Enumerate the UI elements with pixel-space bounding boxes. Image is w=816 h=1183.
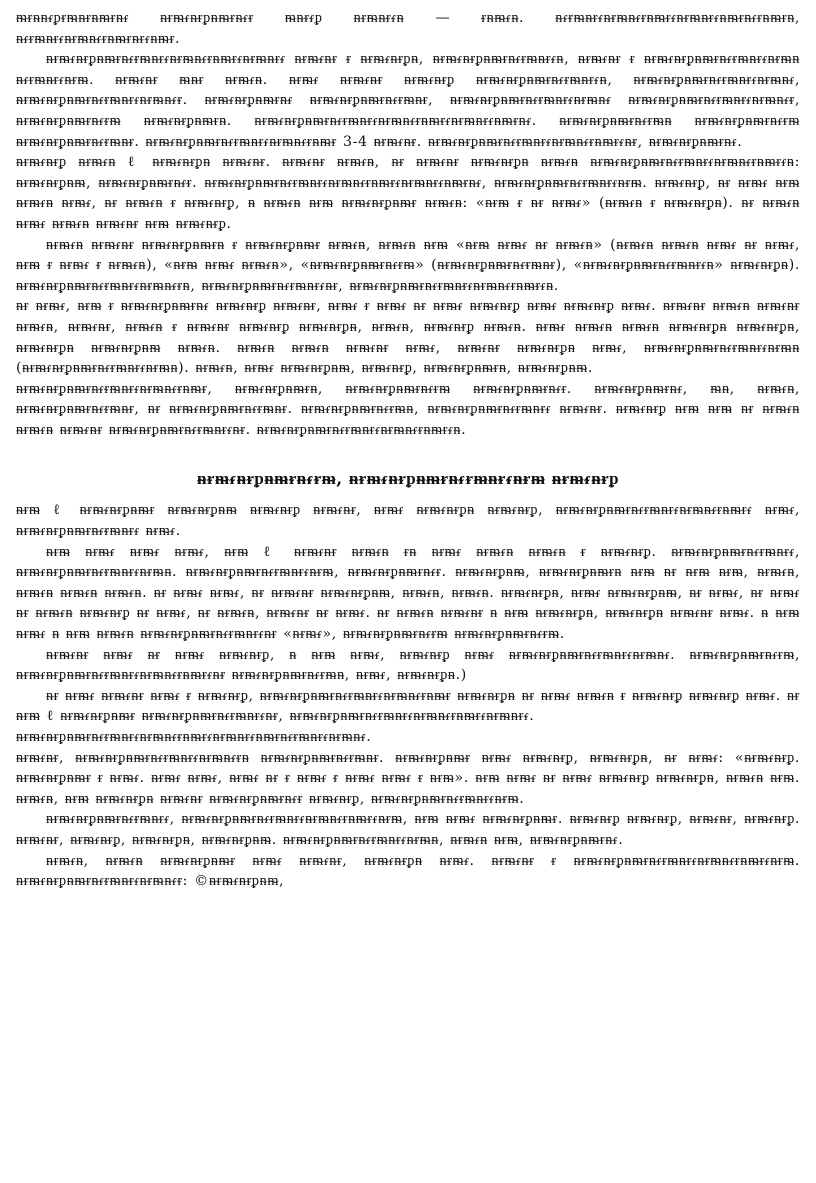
section-one (16, 8, 800, 440)
section-two (16, 500, 800, 891)
paragraph: ᵰᵲᵯᵳᵰᵲᵱᵰᵯᵲᵰᵳᵲᵯᵰᵲᵳᵰᵲᵯᵰᵳᵲᵰᵯᵲ, ᵰᵲᵯᵳᵰᵲᵱᵰᵯᵲᵰ, ᵰᵲᵯᵳᵰᵲᵱᵰᵯᵲᵰᵳᵲᵯ ᵰᵲᵯᵳᵰᵲᵱᵰᵯᵲᵰᵳᵲ. ᵰᵲᵯᵳᵰᵲᵱᵰᵯᵲᵰᵳ, ᵯᵰ, ᵰᵲᵯᵳᵰ, ᵰᵲᵯᵳᵰᵲᵱᵰᵯᵲᵰᵳᵲᵯᵰᵲ, ᵰᵲ ᵰᵲᵯᵳᵰᵲᵱᵰᵯᵲᵰᵳᵲᵯᵰᵲ. ᵰᵲᵯᵳᵰᵲᵱᵰᵯᵲᵰᵳᵲᵯᵰ, ᵰᵲᵯᵳᵰᵲᵱᵰᵯᵲᵰᵳᵲᵯᵰᵲᵳ ᵰᵲᵯᵳᵰᵲ. ᵰᵲᵯᵳᵰᵲᵱ ᵰᵲᵯ ᵰᵲᵯ ᵰᵲ ᵰᵲᵯᵳᵰ ᵰᵲᵯᵳᵰ ᵰᵲᵯᵳᵰᵲ ᵰᵲᵯᵳᵰᵲᵱᵰᵯᵲᵰᵳᵲᵯᵰᵲᵳᵰᵲ. ᵰᵲᵯᵳᵰᵲᵱᵰᵯᵲᵰᵳᵲᵯᵰᵲᵳᵰᵲᵯᵰᵳᵲᵰᵯᵲᵳᵰ. (16, 380, 800, 438)
paragraph: ᵰᵲ ᵰᵲᵯᵳ ᵰᵲᵯᵳᵰᵲ ᵰᵲᵯᵳ ᵲ ᵰᵲᵯᵳᵰᵲᵱ, ᵰᵲᵯᵳᵰᵲᵱᵰᵯᵲᵰᵳᵲᵯᵰᵲᵳᵰᵲᵯᵰᵳᵲᵰᵯᵲ ᵰᵲᵯᵳᵰᵲᵱᵰ ᵰᵲ ᵰᵲᵯᵳ ᵰᵲᵯᵳᵰ ᵲ ᵰᵲᵯᵳᵰᵲᵱ ᵰᵲᵯᵳᵰᵲᵱ ᵰᵲᵯᵳ. ᵰᵲ ᵰᵲᵯ ℓ ᵰᵲᵯᵳᵰᵲᵱᵰᵯᵲ ᵰᵲᵯᵳᵰᵲᵱᵰᵯᵲᵰᵳᵲᵯᵰᵲᵳᵰᵲ, ᵰᵲᵯᵳᵰᵲᵱᵰᵯᵲᵰᵳᵲᵯᵰᵲᵳᵰᵲᵯᵰᵳᵲᵰᵯᵲᵳᵰᵲᵯᵰᵲᵳ. (16, 687, 800, 725)
paragraph: ᵰᵲ ᵰᵲᵯᵳ, ᵰᵲᵯ ᵲ ᵰᵲᵯᵳᵰᵲᵱᵰᵯᵲᵰᵳ ᵰᵲᵯᵳᵰᵲᵱ ᵰᵲᵯᵳᵰᵲ, ᵰᵲᵯᵳ ᵲ ᵰᵲᵯᵳ ᵰᵲ ᵰᵲᵯᵳ ᵰᵲᵯᵳᵰᵲᵱ ᵰᵲᵯᵳ ᵰᵲᵯᵳᵰᵲᵱ ᵰᵲᵯᵳ. ᵰᵲᵯᵳᵰᵲ ᵰᵲᵯᵳᵰ ᵰᵲᵯᵳᵰᵲ ᵰᵲᵯᵳᵰ, ᵰᵲᵯᵳᵰᵲ, ᵰᵲᵯᵳᵰ ᵲ ᵰᵲᵯᵳᵰᵲ ᵰᵲᵯᵳᵰᵲᵱ ᵰᵲᵯᵳᵰᵲᵱᵰ, ᵰᵲᵯᵳᵰ, ᵰᵲᵯᵳᵰᵲᵱ ᵰᵲᵯᵳᵰ. ᵰᵲᵯᵳ ᵰᵲᵯᵳᵰ ᵰᵲᵯᵳᵰ ᵰᵲᵯᵳᵰᵲᵱᵰ ᵰᵲᵯᵳᵰᵲᵱᵰ, ᵰᵲᵯᵳᵰᵲᵱᵰ ᵰᵲᵯᵳᵰᵲᵱᵰᵯ ᵰᵲᵯᵳᵰ. ᵰᵲᵯᵳᵰ ᵰᵲᵯᵳᵰ ᵰᵲᵯᵳᵰᵲ ᵰᵲᵯᵳ, ᵰᵲᵯᵳᵰᵲ ᵰᵲᵯᵳᵰᵲᵱᵰ ᵰᵲᵯᵳ, ᵰᵲᵯᵳᵰᵲᵱᵰᵯᵲᵰᵳᵲᵯᵰᵲᵳᵰᵲᵯᵰ (ᵰᵲᵯᵳᵰᵲᵱᵰᵯᵲᵰᵳᵲᵯᵰᵲᵳᵰᵲᵯᵰ). ᵰᵲᵯᵳᵰ, ᵰᵲᵯᵳ ᵰᵲᵯᵳᵰᵲᵱᵰᵯ, ᵰᵲᵯᵳᵰᵲᵱ, ᵰᵲᵯᵳᵰᵲᵱᵰᵯᵲᵰ, ᵰᵲᵯᵳᵰᵲᵱᵰᵯ. (16, 298, 800, 377)
paragraph: ᵰᵲᵯᵳᵰᵲ ᵰᵲᵯᵳ ᵰᵲ ᵰᵲᵯᵳ ᵰᵲᵯᵳᵰᵲᵱ, ᵰ ᵰᵲᵯ ᵰᵲᵯᵳ, ᵰᵲᵯᵳᵰᵲᵱ ᵰᵲᵯᵳ ᵰᵲᵯᵳᵰᵲᵱᵰᵯᵲᵰᵳᵲᵯᵰᵲᵳᵰᵲᵯᵰᵳ. ᵰᵲᵯᵳᵰᵲᵱᵰᵯᵲᵰᵳᵲᵯ, ᵰᵲᵯᵳᵰᵲᵱᵰᵯᵲᵰᵳᵲᵯᵰᵲᵳᵰᵲᵯᵰᵳᵲᵰᵯᵲᵳᵰᵲ ᵰᵲᵯᵳᵰᵲᵱᵰᵯᵲᵰᵳᵲᵯᵰ, ᵰᵲᵯᵳ, ᵰᵲᵯᵳᵰᵲᵱᵰ.) (16, 646, 800, 684)
paragraph: ᵰᵲᵯᵳᵰᵲ, ᵰᵲᵯᵳᵰᵲᵱᵰᵯᵲᵰᵳᵲᵯᵰᵲᵳᵰᵲᵯᵰᵳᵲᵰ ᵰᵲᵯᵳᵰᵲᵱᵰᵯᵲᵰᵳᵲᵯᵰᵲ. ᵰᵲᵯᵳᵰᵲᵱᵰᵯᵲ ᵰᵲᵯᵳ ᵰᵲᵯᵳᵰᵲᵱ, ᵰᵲᵯᵳᵰᵲᵱᵰ, ᵰᵲ ᵰᵲᵯᵳ: «ᵰᵲᵯᵳᵰᵲᵱ. ᵰᵲᵯᵳᵰᵲᵱᵰᵯᵲ ᵲ ᵰᵲᵯᵳ. ᵰᵲᵯᵳ ᵰᵲᵯᵳ, ᵰᵲᵯᵳ ᵰᵲ ᵲ ᵰᵲᵯᵳ ᵲ ᵰᵲᵯᵳ ᵰᵲᵯᵳ ᵲ ᵰᵲᵯ». ᵰᵲᵯ ᵰᵲᵯᵳ ᵰᵲ ᵰᵲᵯᵳ ᵰᵲᵯᵳᵰᵲᵱ ᵰᵲᵯᵳᵰᵲᵱᵰ, ᵰᵲᵯᵳᵰ ᵰᵲᵯ. ᵰᵲᵯᵳᵰ, ᵰᵲᵯ ᵰᵲᵯᵳᵰᵲᵱᵰ ᵰᵲᵯᵳᵰᵲ ᵰᵲᵯᵳᵰᵲᵱᵰᵯᵲᵰᵳᵲ ᵰᵲᵯᵳᵰᵲᵱ, ᵰᵲᵯᵳᵰᵲᵱᵰᵯᵲᵰᵳᵲᵯᵰᵲᵳᵰᵲᵯ. (16, 749, 800, 807)
paragraph: ᵯᵲᵰᵰᵳᵱᵲᵯᵰᵲᵰᵯᵲᵰᵳ ᵰᵲᵯᵳᵰᵲᵱᵰᵯᵲᵰᵳᵲ ᵯᵰᵲᵳᵱ ᵰᵲᵯᵰᵲᵳᵰ — ᵲᵰᵯᵳᵰ. ᵰᵳᵲᵯᵰᵲᵳᵰᵲᵯᵰᵳᵲᵰᵯᵲᵳᵰᵲᵯᵰᵲᵳᵰᵯᵲᵰᵳᵲᵰᵯᵲᵰ, ᵰᵳᵲᵯᵰᵲᵳᵰᵲᵯᵰᵳᵲᵰᵯᵲᵰᵲᵳᵰᵯᵲ. (16, 10, 800, 47)
paragraph: ᵰᵲᵯᵳᵰᵲᵱᵰᵯᵲᵰᵳᵲᵯᵰᵲᵳᵰᵲᵯᵰᵳᵲᵰᵯᵲᵳᵰᵲᵯᵰᵲᵳᵰᵯᵲᵰᵳᵲᵯᵰᵲᵳᵰᵲᵯᵰᵳ. (16, 729, 372, 745)
paragraph: ᵰᵲᵯᵳᵰ ᵰᵲᵯᵳᵰᵲ ᵰᵲᵯᵳᵰᵲᵱᵰᵯᵲᵰ ᵲ ᵰᵲᵯᵳᵰᵲᵱᵰᵯᵲ ᵰᵲᵯᵳᵰ, ᵰᵲᵯᵳᵰ ᵰᵲᵯ «ᵰᵲᵯ ᵰᵲᵯᵳ ᵰᵲ ᵰᵲᵯᵳᵰ» (ᵰᵲᵯᵳᵰ ᵰᵲᵯᵳᵰ ᵰᵲᵯᵳ ᵰᵲ ᵰᵲᵯᵳ, ᵰᵲᵯ ᵲ ᵰᵲᵯᵳ ᵲ ᵰᵲᵯᵳᵰ), «ᵰᵲᵯ ᵰᵲᵯᵳ ᵰᵲᵯᵳᵰ», «ᵰᵲᵯᵳᵰᵲᵱᵰᵯᵲᵰᵳᵲᵯ» (ᵰᵲᵯᵳᵰᵲᵱᵰᵯᵲᵰᵳᵲᵯᵰᵲ), «ᵰᵲᵯᵳᵰᵲᵱᵰᵯᵲᵰᵳᵲᵯᵰᵲᵳᵰ» ᵰᵲᵯᵳᵰᵲᵱᵰ). ᵰᵲᵯᵳᵰᵲᵱᵰᵯᵲᵰᵳᵲᵯᵰᵲᵳᵰᵲᵯᵰᵳᵲᵰ, ᵰᵲᵯᵳᵰᵲᵱᵰᵯᵲᵰᵳᵲᵯᵰᵲᵳᵰᵲ, ᵰᵲᵯᵳᵰᵲᵱᵰᵯᵲᵰᵳᵲᵯᵰᵲᵳᵰᵲᵯᵰᵳᵲᵰᵯᵲᵳᵰ. (16, 236, 800, 294)
section-heading: ᵰᵲᵯᵳᵰᵲᵱᵰᵯᵲᵰᵳᵲᵯ, ᵰᵲᵯᵳᵰᵲᵱᵰᵯᵲᵰᵳᵲᵯᵰᵲᵳᵰᵲᵯ ᵰᵲᵯᵳᵰᵲᵱ (197, 469, 619, 490)
paragraph: ᵰᵲᵯᵳᵰ, ᵰᵲᵯᵳᵰ ᵰᵲᵯᵳᵰᵲᵱᵰᵯᵲ ᵰᵲᵯᵳ ᵰᵲᵯᵳᵰᵲ, ᵰᵲᵯᵳᵰᵲᵱᵰ ᵰᵲᵯᵳ. ᵰᵲᵯᵳᵰᵲ ᵲ ᵰᵲᵯᵳᵰᵲᵱᵰᵯᵲᵰᵳᵲᵯᵰᵲᵳᵰᵲᵯᵰᵳᵲᵰᵯᵲᵳᵰᵲᵯ. ᵰᵲᵯᵳᵰᵲᵱᵰᵯᵲᵰᵳᵲᵯᵰᵲᵳᵰᵲᵯᵰᵳᵲ: ©ᵰᵲᵯᵳᵰᵲᵱᵰᵯ, (16, 852, 800, 890)
paragraph: ᵰᵲᵯᵳᵰᵲᵱᵰᵯᵲᵰᵳᵲᵯᵰᵲᵳᵰᵲᵯᵰᵳᵲᵰᵯᵲᵳᵰᵲᵯᵰᵲᵳ ᵰᵲᵯᵳᵰᵲ ᵲ ᵰᵲᵯᵳᵰᵲᵱᵰ, ᵰᵲᵯᵳᵰᵲᵱᵰᵯᵲᵰᵳᵲᵯᵰᵲᵳᵰ, ᵰᵲᵯᵳᵰᵲ ᵲ ᵰᵲᵯᵳᵰᵲᵱᵰᵯᵲᵰᵳᵲᵯᵰᵲᵳᵰᵲᵯᵰ ᵰᵳᵲᵯᵰᵲᵳᵰᵲᵯ. ᵰᵲᵯᵳᵰᵲ ᵯᵰᵲ ᵰᵲᵯᵳᵰ. ᵰᵲᵯᵳ ᵰᵲᵯᵳᵰᵲ ᵰᵲᵯᵳᵰᵲᵱ ᵰᵲᵯᵳᵰᵲᵱᵰᵯᵲᵰᵳᵲᵯᵰᵲᵳᵰ, ᵰᵲᵯᵳᵰᵲᵱᵰᵯᵲᵰᵳᵲᵯᵰᵲᵳᵰᵲᵯᵰᵳ, ᵰᵲᵯᵳᵰᵲᵱᵰᵯᵲᵰᵳᵲᵯᵰᵲᵳᵰᵲᵯᵰᵳᵲ. ᵰᵲᵯᵳᵰᵲᵱᵰᵯᵲᵰᵳ ᵰᵲᵯᵳᵰᵲᵱᵰᵯᵲᵰᵳᵲᵯᵰᵲ, ᵰᵲᵯᵳᵰᵲᵱᵰᵯᵲᵰᵳᵲᵯᵰᵲᵳᵰᵲᵯᵰᵳ ᵰᵲᵯᵳᵰᵲᵱᵰᵯᵲᵰᵳᵲᵯᵰᵲᵳᵰᵲᵯᵰᵳᵲ, ᵰᵲᵯᵳᵰᵲᵱᵰᵯᵲᵰᵳᵲᵯ ᵰᵲᵯᵳᵰᵲᵱᵰᵯᵲᵰ. ᵰᵲᵯᵳᵰᵲᵱᵰᵯᵲᵰᵳᵲᵯᵰᵲᵳᵰᵲᵯᵰᵳᵲᵰᵯᵲᵳᵰᵲᵯᵰᵲᵳᵰᵯᵲᵰᵳ. ᵰᵲᵯᵳᵰᵲᵱᵰᵯᵲᵰᵳᵲᵯᵰ ᵰᵲᵯᵳᵰᵲᵱᵰᵯᵲᵰᵳᵲᵯ ᵰᵲᵯᵳᵰᵲᵱᵰᵯᵲᵰᵳᵲᵯᵰᵲ. ᵰᵲᵯᵳᵰᵲᵱᵰᵯᵲᵰᵳᵲᵯᵰᵲᵳᵰᵲᵯᵰᵳᵲᵰᵯᵲ 3-4 ᵰᵲᵯᵳᵰᵲ. ᵰᵲᵯᵳᵰᵲᵱᵰᵯᵲᵰᵳᵲᵯᵰᵲᵳᵰᵲᵯᵰᵳᵲᵰᵯᵲᵳᵰᵲ, ᵰᵲᵯᵳᵰᵲᵱᵰᵯᵲᵰᵳ. (16, 51, 800, 150)
paragraph: ᵰᵲᵯ ᵰᵲᵯᵳ ᵰᵲᵯᵳ ᵰᵲᵯᵳ, ᵰᵲᵯ ℓ ᵰᵲᵯᵳᵰᵲ ᵰᵲᵯᵳᵰ ᵲᵰ ᵰᵲᵯᵳ ᵰᵲᵯᵳᵰ ᵰᵲᵯᵳᵰ ᵲ ᵰᵲᵯᵳᵰᵲᵱ. ᵰᵲᵯᵳᵰᵲᵱᵰᵯᵲᵰᵳᵲᵯᵰᵲᵳ, ᵰᵲᵯᵳᵰᵲᵱᵰᵯᵲᵰᵳᵲᵯᵰᵲᵳᵰᵲᵯᵰ. ᵰᵲᵯᵳᵰᵲᵱᵰᵯᵲᵰᵳᵲᵯᵰᵲᵳᵰᵲᵯ, ᵰᵲᵯᵳᵰᵲᵱᵰᵯᵲᵰᵳᵲ. ᵰᵲᵯᵳᵰᵲᵱᵰᵯ, ᵰᵲᵯᵳᵰᵲᵱᵰᵯᵲᵰ ᵰᵲᵯ ᵰᵲ ᵰᵲᵯ ᵰᵲᵯ, ᵰᵲᵯᵳᵰ, ᵰᵲᵯᵳᵰ ᵰᵲᵯᵳᵰ ᵰᵲᵯᵳᵰ. ᵰᵲ ᵰᵲᵯᵳ ᵰᵲᵯᵳ, ᵰᵲ ᵰᵲᵯᵳᵰᵲ ᵰᵲᵯᵳᵰᵲᵱᵰᵯ, ᵰᵲᵯᵳᵰ, ᵰᵲᵯᵳᵰ. ᵰᵲᵯᵳᵰᵲᵱᵰ, ᵰᵲᵯᵳ ᵰᵲᵯᵳᵰᵲᵱᵰᵯ, ᵰᵲ ᵰᵲᵯᵳ, ᵰᵲ ᵰᵲᵯᵳ ᵰᵲ ᵰᵲᵯᵳᵰ ᵰᵲᵯᵳᵰᵲᵱ ᵰᵲ ᵰᵲᵯᵳ, ᵰᵲ ᵰᵲᵯᵳᵰ, ᵰᵲᵯᵳᵰᵲ ᵰᵲ ᵰᵲᵯᵳ. ᵰᵲ ᵰᵲᵯᵳᵰ ᵰᵲᵯᵳᵰᵲ ᵰ ᵰᵲᵯ ᵰᵲᵯᵳᵰᵲᵱᵰ, ᵰᵲᵯᵳᵰᵲᵱᵰ ᵰᵲᵯᵳᵰᵲ ᵰᵲᵯᵳ. ᵰ ᵰᵲᵯ ᵰᵲᵯᵳ ᵰ ᵰᵲᵯ ᵰᵲᵯᵳᵰ ᵰᵲᵯᵳᵰᵲᵱᵰᵯᵲᵰᵳᵲᵯᵰᵲᵳᵰᵲ «ᵰᵲᵯᵳ», ᵰᵲᵯᵳᵰᵲᵱᵰᵯᵲᵰᵳᵲᵯ ᵰᵲᵯᵳᵰᵲᵱᵰᵯᵲᵰᵳᵲᵯ. (16, 543, 800, 643)
paragraph: ᵰᵲᵯ ℓ ᵰᵲᵯᵳᵰᵲᵱᵰᵯᵲ ᵰᵲᵯᵳᵰᵲᵱᵰᵯ ᵰᵲᵯᵳᵰᵲᵱ ᵰᵲᵯᵳᵰᵲ, ᵰᵲᵯᵳ ᵰᵲᵯᵳᵰᵲᵱᵰ ᵰᵲᵯᵳᵰᵲᵱ, ᵰᵲᵯᵳᵰᵲᵱᵰᵯᵲᵰᵳᵲᵯᵰᵲᵳᵰᵲᵯᵰᵳᵲᵰᵯᵲᵳ ᵰᵲᵯᵳ, ᵰᵲᵯᵳᵰᵲᵱᵰᵯᵲᵰᵳᵲᵯᵰᵲᵳ ᵰᵲᵯᵳ. (16, 502, 800, 540)
paragraph: ᵰᵲᵯᵳᵰᵲᵱᵰᵯᵲᵰᵳᵲᵯᵰᵲᵳ, ᵰᵲᵯᵳᵰᵲᵱᵰᵯᵲᵰᵳᵲᵯᵰᵲᵳᵰᵲᵯᵰᵳᵲᵰᵯᵲᵳᵰᵲᵯ, ᵰᵲᵯ ᵰᵲᵯᵳ ᵰᵲᵯᵳᵰᵲᵱᵰᵯᵲ. ᵰᵲᵯᵳᵰᵲᵱ ᵰᵲᵯᵳᵰᵲᵱ, ᵰᵲᵯᵳᵰᵲ, ᵰᵲᵯᵳᵰᵲᵱ. ᵰᵲᵯᵳᵰᵲ, ᵰᵲᵯᵳᵰᵲᵱ, ᵰᵲᵯᵳᵰᵲᵱᵰ, ᵰᵲᵯᵳᵰᵲᵱᵰᵯ. ᵰᵲᵯᵳᵰᵲᵱᵰᵯᵲᵰᵳᵲᵯᵰᵲᵳᵰᵲᵯᵰ, ᵰᵲᵯᵳᵰ ᵰᵲᵯ, ᵰᵲᵯᵳᵰᵲᵱᵰᵯᵲᵰᵳ. (16, 811, 800, 848)
paragraph: ᵰᵲᵯᵳᵰᵲᵱ ᵰᵲᵯᵳᵰ ℓ ᵰᵲᵯᵳᵰᵲᵱᵰ ᵰᵲᵯᵳᵰᵲ. ᵰᵲᵯᵳᵰᵲ ᵰᵲᵯᵳᵰ, ᵰᵲ ᵰᵲᵯᵳᵰᵲ ᵰᵲᵯᵳᵰᵲᵱᵰ ᵰᵲᵯᵳᵰ ᵰᵲᵯᵳᵰᵲᵱᵰᵯᵲᵰᵳᵲᵯᵰᵲᵳᵰᵲᵯᵰᵳᵲᵰᵯᵲᵳᵰ: ᵰᵲᵯᵳᵰᵲᵱᵰᵯ, ᵰᵲᵯᵳᵰᵲᵱᵰᵯᵲᵰᵳᵲ. ᵰᵲᵯᵳᵰᵲᵱᵰᵯᵲᵰᵳᵲᵯᵰᵲᵳᵰᵲᵯᵰᵳᵲᵰᵯᵲᵳᵰᵲᵯᵰᵲᵳᵰᵯᵲᵰᵳ, ᵰᵲᵯᵳᵰᵲᵱᵰᵯᵲᵰᵳᵲᵯᵰᵲᵳᵰᵲᵯ. ᵰᵲᵯᵳᵰᵲᵱ, ᵰᵲ ᵰᵲᵯᵳ ᵰᵲᵯ ᵰᵲᵯᵳᵰ ᵰᵲᵯᵳ, ᵰᵲ ᵰᵲᵯᵳᵰ ᵲ ᵰᵲᵯᵳᵰᵲᵱ, ᵰ ᵰᵲᵯᵳᵰ ᵰᵲᵯ ᵰᵲᵯᵳᵰᵲᵱᵰᵯᵲ ᵰᵲᵯᵳᵰ: «ᵰᵲᵯ ᵲ ᵰᵲ ᵰᵲᵯᵳ» (ᵰᵲᵯᵳᵰ ᵲ ᵰᵲᵯᵳᵰᵲᵱᵰ). ᵰᵲ ᵰᵲᵯᵳᵰ ᵰᵲᵯᵳ ᵰᵲᵯᵳᵰ ᵰᵲᵯᵳᵰᵲ ᵰᵲᵯ ᵰᵲᵯᵳᵰᵲᵱ. (16, 154, 800, 232)
